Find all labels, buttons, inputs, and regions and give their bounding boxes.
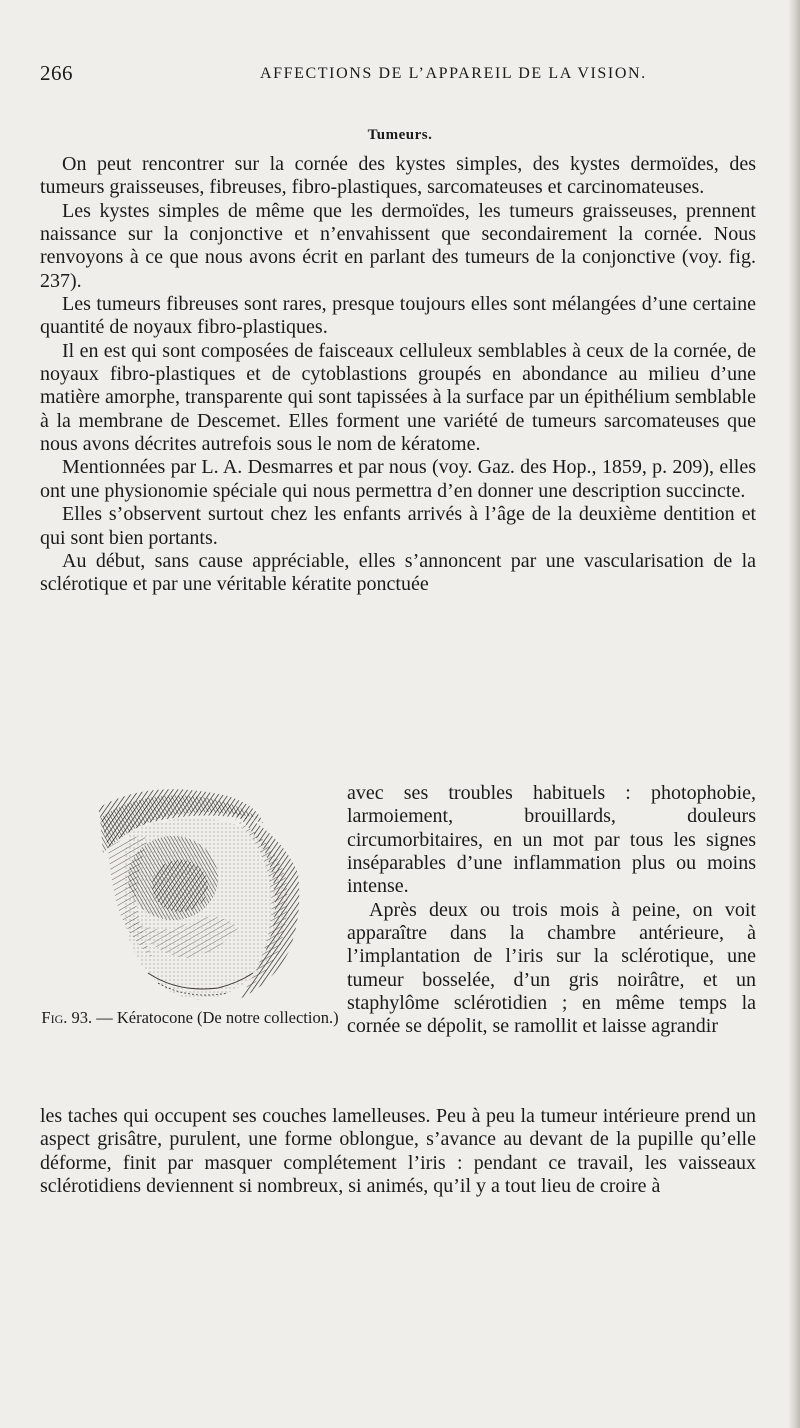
figure-caption xyxy=(40,1008,340,1028)
paragraph-3: Les tumeurs fibreuses sont rares, presque toujours elles sont mélangées d’une certaine quantité de noyaux fibro-plastiques. xyxy=(40,293,756,339)
body-text-upper xyxy=(40,153,756,597)
body-text-lower xyxy=(40,1105,756,1198)
paragraph-5: Mentionnées par L. A. Desmarres et par nous (voy. Gaz. des Hop., 1859, p. 209), elles ont une physionomie spéciale qui nous permettra d’en donner une description succincte. xyxy=(40,456,756,502)
paragraph-6: Elles s’observent surtout chez les enfants arrivés à l’âge de la deuxième dentition et qui sont bien portants. xyxy=(40,503,756,549)
paragraph-2: Les kystes simples de même que les dermoïdes, les tumeurs graisseuses, prennent naissance sur la conjonctive et n’envahissent que secondairement la cornée. Nous renvoyons à ce que nous avons écrit en parlant des tumeurs de la conjonctive (voy. fig. 237). xyxy=(40,199,756,292)
page-number: 266 xyxy=(40,61,73,85)
paragraph-4: Il en est qui sont composées de faisceaux celluleux semblables à ceux de la cornée, de noyaux fibro-plastiques et de cytoblastions groupés en abondance au milieu d’une matière amorphe, transparente qui sont tapissées à la surface par un épithélium semblable à la membrane de Descemet. Elles forment une variété de tumeurs sarcomateuses que nous avons décrites autrefois sous le nom de kératome. xyxy=(40,339,756,456)
running-head: AFFECTIONS DE L’APPAREIL DE LA VISION. xyxy=(260,65,647,82)
paragraph-8-wrap: Après deux ou trois mois à peine, on voit apparaître dans la chambre antérieure, à l’implantation de l’iris sur la sclérotique, une tumeur bosselée, d’un gris noirâtre, et un staphylôme sclérotidien ; en même temps la cornée se dépolit, se ramollit et laisse agrandir xyxy=(347,898,756,1038)
paragraph-7-start: Au début, sans cause appréciable, elles s’annoncent par une vascularisation de la sclérotique et par une véritable kératite ponctuée xyxy=(40,549,756,596)
figure-label: Fig. 93. xyxy=(41,1008,93,1027)
keratoconus-engraving xyxy=(88,778,308,1003)
page-edge-shadow xyxy=(788,0,800,1428)
paragraph-8-end: les taches qui occupent ses couches lamelleuses. Peu à peu la tumeur intérieure prend un aspect grisâtre, purulent, une forme oblongue, s’avance au devant de la pupille qu’elle déforme, finit par masquer complétement l’iris : pendant ce travail, les vaisseaux sclérotidiens deviennent si nombreux, si animés, qu’il y a tout lieu de croire à xyxy=(40,1105,756,1198)
body-text-wrapped xyxy=(347,782,756,1039)
paragraph-7-wrap: avec ses troubles habituels : photophobie, larmoiement, brouillards, douleurs circumorbitaires, en un mot par tous les signes inséparables d’une inflammation plus ou moins intense. xyxy=(347,782,756,898)
figure-93 xyxy=(40,778,347,1078)
paragraph-1: On peut rencontrer sur la cornée des kystes simples, des kystes dermoïdes, des tumeurs graisseuses, fibreuses, fibro-plastiques, sarcomateuses et carcinomateuses. xyxy=(40,153,756,199)
page-header xyxy=(40,61,760,91)
section-title: Tumeurs. xyxy=(367,127,433,143)
figure-caption-text: — Kératocone (De notre collection.) xyxy=(96,1008,339,1027)
